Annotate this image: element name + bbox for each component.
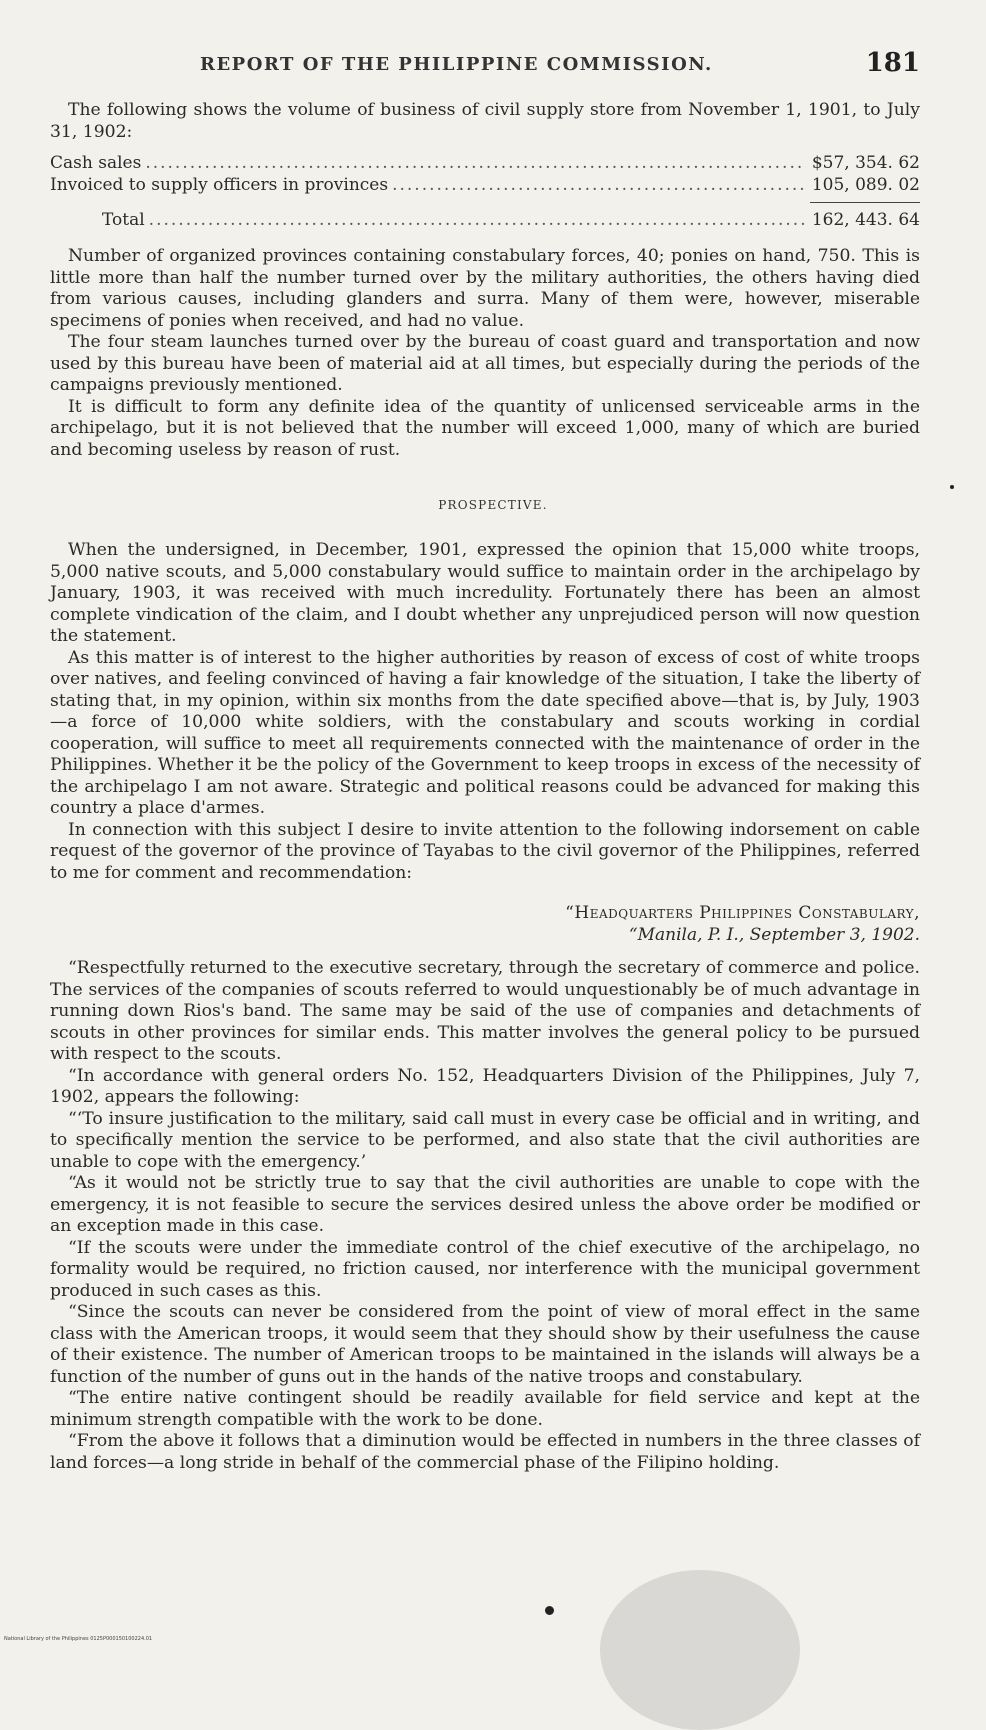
intro-paragraph: The following shows the volume of business of civil supply store from November 1, 1901, to July 31, 1902:: [50, 100, 920, 142]
ledger-row: [50, 152, 920, 174]
body-paragraph: In connection with this subject I desire to invite attention to the following indorsement on cable request of the governor of the province of Tayabas to the civil governor of the Philippines, referred to me for comment and recommendation:: [50, 819, 920, 883]
quoted-paragraph: “Respectfully returned to the executive secretary, through the secretary of commerce and police. The services of the companies of scouts referred to would unquestionably be of much advantage in running down Rios's band. The same may be said of the use of companies and detachments of scouts in other provinces for similar ends. This matter involves the general policy to be pursued with respect to the scouts.: [50, 958, 920, 1064]
body-paragraph: It is difficult to form any definite idea of the quantity of unlicensed serviceable arms in the archipelago, but it is not believed that the number will exceed 1,000, many of which are buried and becoming useless by reason of rust.: [50, 396, 920, 460]
body-section-2: [50, 540, 920, 884]
running-title: REPORT OF THE PHILIPPINE COMMISSION.: [200, 54, 713, 75]
quoted-paragraph: “If the scouts were under the immediate control of the chief executive of the archipelago, no formality would be required, no friction caused, nor interference with the municipal government produced in such cases as this.: [50, 1237, 920, 1301]
ledger-label: Invoiced to supply officers in provinces: [50, 175, 389, 195]
body-paragraph: The four steam launches turned over by the bureau of coast guard and transportation and now used by this bureau have been of material aid at all times, but especially during the periods of the campaigns previously mentioned.: [50, 332, 920, 395]
section-heading: PROSPECTIVE.: [438, 498, 548, 512]
ledger-row: [50, 174, 920, 196]
leader-dots: [149, 209, 806, 231]
ink-speck: [950, 485, 954, 489]
page-number: 181: [865, 48, 920, 78]
leader-dots: [145, 152, 806, 174]
page-header: [200, 48, 920, 82]
total-label: Total: [102, 210, 145, 230]
body-section-1: [50, 246, 920, 461]
ledger-label: Cash sales: [50, 153, 142, 173]
body-paragraph: Number of organized provinces containing constabulary forces, 40; ponies on hand, 750. This is little more than half the number turned over by the military authorities, the others having died from various causes, including glanders and surra. Many of them were, however, miserable specimens of ponies when received, and had no value.: [50, 246, 920, 331]
body-paragraph: As this matter is of interest to the higher authorities by reason of excess of cost of white troops over natives, and feeling convinced of having a fair knowledge of the situation, I take the liberty of stating that, in my opinion, within six months from the date specified above—that is, by July, 1903—a force of 10,000 white soldiers, with the constabulary and scouts working in cordial cooperation, will suffice to meet all requirements connected with the maintenance of order in the Philippines. Whether it be the policy of the Government to keep troops in excess of the necessity of the archipelago I am not aware. Strategic and political reasons could be advanced for making this country a place d'armes.: [50, 647, 920, 818]
scan-footer: National Library of the Philippines 0125P000150100224.01: [4, 1636, 153, 1642]
dateline-date: “Manila, P. I., September 3, 1902.: [628, 925, 920, 945]
leader-dots: [392, 174, 806, 196]
quoted-paragraph: “From the above it follows that a diminution would be effected in numbers in the three classes of land forces—a long stride in behalf of the commercial phase of the Filipino holding.: [50, 1431, 920, 1473]
quoted-paragraph: “As it would not be strictly true to say that the civil authorities are unable to cope with the emergency, it is not feasible to secure the services desired unless the above order be modified or an exception made in this case.: [50, 1173, 920, 1236]
quoted-paragraph: “In accordance with general orders No. 152, Headquarters Division of the Philippines, July 7, 1902, appears the following:: [50, 1065, 920, 1107]
total-amount: 162, 443. 64: [811, 210, 920, 230]
quoted-paragraph: “‘To insure justification to the military, said call must in every case be official and in writing, and to specifically mention the service to be performed, and also state that the civil authorities are unable to cope with the emergency.’: [50, 1108, 920, 1172]
quoted-paragraph: “The entire native contingent should be readily available for field service and kept at the minimum strength compatible with the work to be done.: [50, 1388, 920, 1430]
quoted-dateline: [340, 902, 920, 946]
quoted-section: [50, 958, 920, 1474]
total-rule: [810, 202, 920, 203]
body-paragraph: When the undersigned, in December, 1901, expressed the opinion that 15,000 white troops, 5,000 native scouts, and 5,000 constabulary would suffice to maintain order in the archipelago by January, 1903, it was received with much incredulity. Fortunately there has been an almost complete vindication of the claim, and I doubt whether any unprejudiced person will now question the statement.: [50, 540, 920, 646]
ledger-amount: $57, 354. 62: [811, 153, 920, 173]
ledger-total-row: [50, 209, 920, 231]
ink-speck: [545, 1606, 554, 1615]
ledger-table: [50, 152, 920, 231]
quoted-paragraph: “Since the scouts can never be considered from the point of view of moral effect in the same class with the American troops, it would seem that they should show by their usefulness the cause of their existence. The number of American troops to be maintained in the islands will always be a function of the number of guns out in the hands of the native troops and constabulary.: [50, 1302, 920, 1387]
ledger-amount: 105, 089. 02: [811, 175, 920, 195]
dateline-org: “Headquarters Philippines Constabulary,: [565, 903, 920, 923]
intro-block: [50, 100, 920, 143]
scanner-shadow: [600, 1570, 800, 1730]
